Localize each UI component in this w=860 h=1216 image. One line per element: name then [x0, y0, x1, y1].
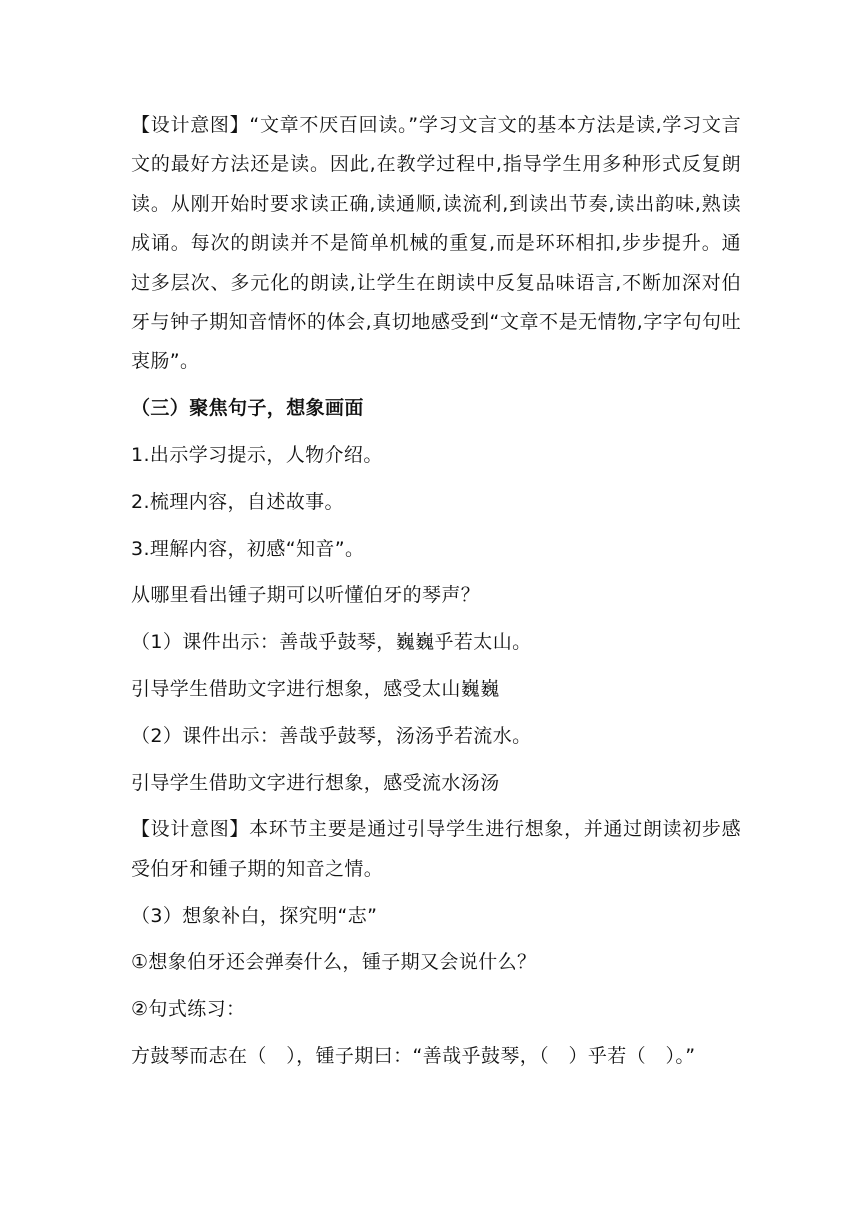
list-item-1: 1.出示学习提示，人物介绍。 — [131, 444, 383, 467]
circled-item-1: ①想象伯牙还会弹奏什么，锺子期又会说什么？ — [131, 951, 537, 974]
sub-item-2: （2）课件出示：善哉乎鼓琴，汤汤乎若流水。 — [131, 724, 532, 747]
guide-line-1: 引导学生借助文字进行想象，感受太山巍巍 — [131, 678, 500, 701]
sub-item-3: （3）想象补白，探究明“志” — [131, 904, 378, 927]
sub-item-1: （1）课件出示：善哉乎鼓琴，巍巍乎若太山。 — [131, 631, 532, 654]
circled-item-2: ②句式练习： — [131, 998, 246, 1021]
exercise-line: 方鼓琴而志在（ ），锺子期曰：“善哉乎鼓琴，（ ）乎若（ ）。” — [131, 1045, 696, 1067]
guide-line-2: 引导学生借助文字进行想象，感受流水汤汤 — [131, 771, 500, 794]
list-item-3: 3.理解内容，初感“知音”。 — [131, 537, 365, 560]
list-item-2: 2.梳理内容，自述故事。 — [131, 490, 344, 513]
section-heading-3: （三）聚焦句子，想象画面 — [131, 397, 364, 420]
design-intent-paragraph-2: 【设计意图】本环节主要是通过引导学生进行想象，并通过朗读初步感受伯牙和锺子期的知音之情。 — [131, 818, 741, 880]
design-intent-paragraph-1: 【设计意图】“文章不厌百回读。”学习文言文的基本方法是读,学习文言文的最好方法还是读。因此,在教学过程中,指导学生用多种形式反复朗读。从刚开始时要求读正确,读通顺,读流利,到读出节奏,读出韵味,熟读成诵。每次的朗读并不是简单机械的重复,而是环环相扣,步步提升。通过多层次、多元化的朗读,让学生在朗读中反复品味语言,不断加深对伯牙与钟子期知音情怀的体会,真切地感受到“文章不是无情物,字字句句吐衷肠”。 — [131, 114, 741, 373]
question-line: 从哪里看出锺子期可以听懂伯牙的琴声？ — [131, 584, 481, 607]
document-body — [131, 106, 741, 1084]
